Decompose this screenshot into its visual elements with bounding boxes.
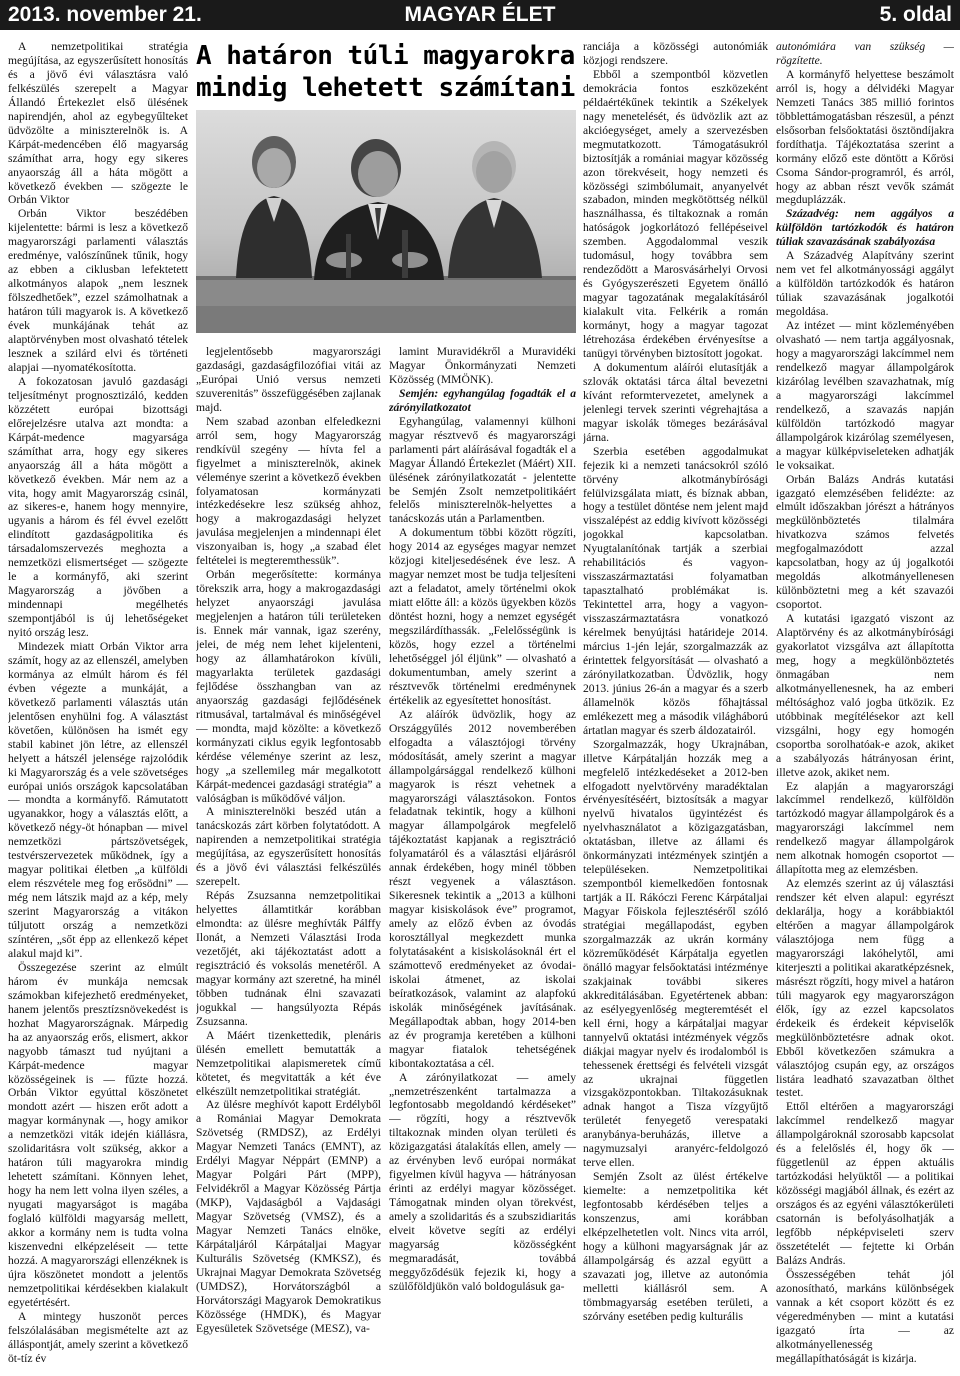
paragraph: Mindezek miatt Orbán Viktor arra számít, hogy az az ellenszél, amelyben kormánya az elmúlt három és fél évben végezte a munkáját, a következő parlamenti választás után jelentősen enyhülni fog. A választást követően, különösen ha ismét egy stabil kabinet jön létre, az ellenszél helyett a hátszél jelensége rajzolódik ki Magyarország és a vele szövetséges európai uniós országok kapcsolatában — mondta a kormányfő. Rámutatott ugyanakkor, hogy a választás előtt, a következő négy-öt hónapban — mivel nemzetközi pártszövetségek, testvérszervezetek működnek, így a magyar politikai életben „a külföldi elem részvétele meg fog erősödni” — még nem látszik majd az a kép, mely szerint Magyarország a vitákon túljutott ország a nemzetközi színtéren, „sőt épp az ellenkező képet alakul majd ki”. <box>8 639 188 960</box>
newspaper-name: MAGYAR ÉLET <box>404 3 556 26</box>
paragraph: A miniszterelnöki beszéd után a tanácskozás zárt körben folytatódott. A napirenden a nemzetpolitikai stratégia megújítása, az egyszerűsített honosítás és a jövő évi választási felkészülés szerepelt. <box>196 805 381 889</box>
article-column-4 <box>583 40 768 1370</box>
page-header <box>0 0 960 30</box>
subheading: Semjén: egyhangúlag fogadták el a zárónyilatkozatot <box>389 386 576 414</box>
article-column-2 <box>196 345 381 1370</box>
paragraph: A dokumentum aláírói elutasítják a szlovák oktatási tárca által bevezetni kívánt reformtervezetet, amelynek a jelenlegi tervek szerinti végrehajtása a magyar iskolák tömeges bezárásával járna. <box>583 360 768 444</box>
paragraph: A Máért tizenkettedik, plenáris ülésén emellett bemutatták a Nemzetpolitikai alapismeretek című kötetet, és megvitatták a két éve elkészült nemzetpolitikai stratégiát. <box>196 1028 381 1098</box>
article-column-5 <box>776 40 954 1370</box>
paragraph: Ettől eltérően a magyarországi lakcímmel rendelkező magyar állampolgároknál szorosabb kapcsolat és a felelőslés él, hogy ők — függetlenül az éppen aktuális tartózkodási helyüktől — a politikai közösségi magjából állnak, és ezért az országos és az egyéni választókerületi csatornán is befolyásolhatják a legfőbb népképviseleti szerv összetételét — fejtette ki Orbán Balázs András. <box>776 1100 954 1267</box>
paragraph: Az aláírók üdvözlik, hogy az Országgyűlés 2012 novemberében elfogadta a választójogi törvény módosítását, amely szerint a magyar állampolgársággal rendelkező külhoni magyarok is részt vehetnek a magyarországi választásokon. Fontos feladatnak tekintik, hogy a külhoni magyar állampolgárok megfelelő tájékoztatást kapjanak a regisztráció folyamatáról és a választási eljárásról annak érdekében, hogy minél többen részt vegyenek a választáson. Sikeresnek tekintik a „2013 a külhoni magyar kisiskolások éve” programot, amely az előző évben az óvodás korosztállyal megkezdett munka folytatásaként a kisiskolásoknál ért el számottevő eredményeket az óvodai-iskolai átmenet, az iskolai beíratkozások, valamint az alapfokú iskolák minőségének javításának. Megállapodtak abban, hogy 2014-ben az év programja keretében a külhoni magyar fiatalok tehetségének kibontakoztatása a cél. <box>389 707 576 1070</box>
paragraph: Orbán megerősítette: kormánya törekszik arra, hogy a makrogazdasági helyzet anyaországi javulása megjelenjen a határon túli területeken is. Ennek már vannak, igaz szerény, jelei, de még nem lehet kijelenteni, hogy az államhatárokon kívüli, magyarlakta területek gazdasági fejlődése összhangban van az anyaország gazdasági fejlődésének ritmusával, tartalmával és minőségével — mondta, majd közölte: a következő kormányzati ciklus egyik legfontosabb kérdése véleménye szerint az lesz, hogy „a szellemileg már megalkotott Kárpát-medencei gazdasági stratégia” a valóságban is működővé váljon. <box>196 568 381 805</box>
paragraph: Répás Zsuzsanna nemzetpolitikai helyettes államtitkár korábban elmondta: az ülésre meghívták Pálffy Ilonát, a Nemzeti Választási Iroda vezetőjét, aki tájékoztatást adott a regisztráció és voksolás menetéről. A magyar kormány azt szeretné, ha minél többen tudnának élni szavazati jogukkal — hangsúlyozta Répás Zsuzsanna. <box>196 889 381 1028</box>
subheading: Századvég: nem aggályos a külföldön tartózkodók és határon túliak szavazásának szabályozása <box>776 207 954 249</box>
paragraph: Összességében tehát jól azonosítható, markáns különbségek vannak a két csoport között és ez végeredményben — mint a kutatási igazgató írta — az alkotmányellenesség megállapíthatóságát is kizárja. <box>776 1267 954 1365</box>
three-officials-at-press-table-photo <box>196 110 576 333</box>
paragraph: A dokumentum többi között rögzíti, hogy 2014 az egységes magyar nemzet közjogi kiteljesedésének éve lesz. A magyar nemzet most be tudja teljesíteni azt a feladatot, amely történelmi okok miatt előtte áll: a közös ügyekben közös döntést hozni, hogy a nemzet egységét megszilárdíthassák. „Felelősségünk is közös, hogy ezzel a történelmi lehetőséggel jól éljünk” — olvasható a dokumentumban, amely szerint a résztvevők történelmi eredménynek értékelik az egyesítettet honosítást. <box>389 526 576 707</box>
paragraph: A mintegy huszonöt perces felszólalásában megismételte azt az álláspontját, amely szerint a következő öt-tíz év <box>8 1309 188 1365</box>
paragraph: lamint Muravidékről a Muravidéki Magyar Önkormányzati Nemzeti Közösség (MMÖNK). <box>389 345 576 386</box>
paragraph: A zárónyilatkozat — amely „nemzetrészenként tartalmazza a legfontosabb megoldandó kérdéseket” — rögzíti, hogy a résztvevők tiltakoznak minden olyan területi és közigazgatási átalakítás ellen, amely — az érvényben levő európai normákat figyelmen kívül hagyva — hátrányosan érinti az erdélyi magyar közösséget. Támogatnak minden olyan törekvést, amely a szolidaritás és a szubszidiaritás elveit követve segíti az erdélyi magyarság közösségként megmaradását, továbbá meggyőződésük fejezik ki, hogy a szülőföldjükön való boldogulásuk ga- <box>389 1070 576 1293</box>
headline-line-2: mindig lehetett számítani <box>196 73 575 103</box>
article-headline <box>196 40 576 104</box>
headline-line-1: A határon túli magyarokra <box>196 41 575 71</box>
paragraph: Nem szabad azonban elfeledkezni arról sem, hogy Magyarország rendkívül szegény — hívta fel a figyelmet a miniszterelnök, akinek véleménye szerint a következő években folyamatosan kormányzati intézkedésekre lesz szükség ahhoz, hogy a makrogazdasági helyzet javulása megjelenjen a mindennapi élet viszonyaiban is, hogy „a szabad élet feltételei is megteremthessük”. <box>196 414 381 568</box>
paragraph: A kormányfő helyettese beszámolt arról is, hogy a délvidéki Magyar Nemzeti Tanács 385 millió forintos többlettámogatásban részesül, a pénzt elsősorban felsőoktatási ösztöndíjakra fordíthatja. Tájékoztatása szerint a kormány előző este döntött a Kőrösi Csoma Sándor-programról, és arról, hogy az abban részt vevők számát megduplázzák. <box>776 67 954 207</box>
paragraph: Összegezése szerint az elmúlt három év munkája nemcsak számokban kifejezhető eredményeket, hanem jelentős presztízsnövekedést is hozhat Magyarországnak. Márpedig ha az anyaország erős, elismert, akkor nagyobb támaszt tud nyújtani a Kárpát-medence magyar közösségeinek is — fűzte hozzá. Orbán Viktor egyúttal köszönetet mondott azért — hiszen erőt adott a magyar kormánynak —, hogy amikor a nemzetközi viták idején kiállásra, szolidaritásra volt szükség, akkor a határon túli magyarokra mindig lehetett számítani. Könnyen lehet, hogy ha nem lett volna ilyen széles, a nyugati magyarságot is magába foglaló külföldi magyarság mellett, akkor a kormány nem is tudta volna kiszenvedni elképzeléseit — tette hozzá. A magyarországi ellenzéknek is újra köszönetet mondott a jelentős nemzetpolitikai kérdésekben kialakult egyetértésért. <box>8 960 188 1309</box>
paragraph: Szorgalmazzák, hogy Ukrajnában, illetve Kárpátalján hozzák meg a megfelelő intézkedéseket a 2012-ben elfogadott nyelvtörvény maradéktalan érvényesítéséért, biztosítsák a magyar nyelvű hivatalos ügyintézést és nyelvhasználatot a közigazgatásban, oktatásban, illetve az állami és önkormányzati intézmények szintjén a településeken. Nemzetpolitikai szempontból kiemelkedően fontosnak tartják a II. Rákóczi Ferenc Kárpátaljai Magyar Főiskola fejlesztéséről szóló stratégiai megállapodást, egyben szorgalmazzák az ukrán kormány közreműködését Kárpátalja egyetlen önálló magyar felsőoktatási intézménye szakjainak további sikeres akkreditálásában. Egyetértenek abban: az esélyegyenlőség megteremtését el kell érni, hogy a kárpátaljai magyar tannyelvű oktatási intézmények végzős diákjai magyar nyelv és irodalomból is tehessenek érettségi és felvételi vizsgát az ukrajnai független vizsgaközpontokban. Tiltakozásuknak adnak hangot a Tisza vízgyűjtő területét fenyegető verespataki aranybánya-beruházás, illetve a nagymuzsalyi aranyérc-feldolgozó terve ellen. <box>583 737 768 1170</box>
paragraph: Ebből a szempontból közvetlen demokrácia fontos eszközeként példaértékűnek tekintik a Székelyek nagy menetelését, és üdvözlik azt az akcióegységet, amely a szervezésben megmutatkozott. Támogatásukról biztosítják a romániai magyar közösség azon törekvéseit, hogy nemzeti és közösségi szimbólumait, anyanyelvét szabadon, minden megkötöttség nélkül használhassa, és tiltakoznak a román hatóságok jogkorlátozó fellépéseivel szemben. Aggodalommal veszik tudomásul, hogy továbbra sem rendeződött a Marosvásárhelyi Orvosi és Gyógyszerészeti Egyetem önálló magyar tagozatának megalakításáról kialakult vita. Felkérik a román kormányt, hogy a magyar tagozat létrehozása érdekében érvényesítse a tanügyi törvényben biztosított jogokat. <box>583 67 768 360</box>
paragraph: legjelentősebb magyarországi gazdasági, gazdaságfilozófiai vitái az „Európai Unió versus nemzeti szuverenitás” összefüggésében zajlanak majd. <box>196 345 381 414</box>
article-column-1 <box>8 40 188 1370</box>
paragraph: A fokozatosan javuló gazdasági teljesítményt prognosztizáló, kedden közzétett európai bizottsági előrejelzésre utalva azt mondta: a Kárpát-medence magyarsága számíthat arra, hogy egy sikeres anyaország áll a háta mögött a következő években. Már nem az a vita, hogy amit Magyarország csinál, az sikeres-e, hanem hogy mennyire, ugyanis a három és fél évvel ezelőtt elindított gazdaságpolitika és társadalomszervezés meghozta a nemzetközi elismertséget — szögezte le a kormányfő, aki szerint Magyarország a jövőben a mindennapi megélhetés szempontjából is új lehetőségeket nyitó ország lesz. <box>8 374 188 640</box>
paragraph: Egyhangúlag, valamennyi külhoni magyar résztvevő és magyarországi parlamenti párt aláírásával fogadták el a Magyar Állandó Értekezlet (Máért) XII. ülésének zárónyilatkozatát - jelentette be Semjén Zsolt nemzetpolitikáért felelős miniszterelnök-helyettes a tanácskozás után a Parlamentben. <box>389 414 576 526</box>
paragraph: Orbán Viktor beszédében kijelentette: bármi is lesz a következő magyarországi parlamenti választás eredménye, valószínűnek tűnik, hogy az ebben a ciklusban lefektetett alkotmányos alapok „nem lesznek fölszedhetőek”, ezzel számolhatnak a határon túli magyarok is. A következő évek munkájának tehát az alaptörvényben most olvasható tételek lesznek a szilárd elvi és történeti alapjai —nyomatékosította. <box>8 207 188 374</box>
page-number: 5. oldal <box>879 3 952 26</box>
issue-date: 2013. november 21. <box>8 3 202 26</box>
article-column-3 <box>389 345 576 1370</box>
paragraph: Az intézet — mint közleményében olvasható — nem tartja aggályosnak, hogy a magyarországi lakcímmel nem rendelkező magyar állampolgárok kizárólag levélben szavazhatnak, míg a magyarországi lakcímmel rendelkező, a szavazás napján külföldön tartózkodó magyar állampolgárok kizárólag személyesen, a magyar külképviseleteken adhatják le voksaikat. <box>776 319 954 472</box>
paragraph: Szerbia esetében aggodalmukat fejezik ki a nemzeti tanácsokról szóló törvény alkotmánybírósági felülvizsgálata miatt, és bíznak abban, hogy a testület döntése nem jelent majd visszalépést az eddig kivívott közösségi jogokkal kapcsolatban. Nyugtalanítónak tartják a szerbiai rehabilitációs és vagyon-visszaszármaztatási folyamatban tapasztalható problémákat is. Tekintettel arra, hogy a vagyon-visszaszármaztatásra vonatkozó kérelmek benyújtási határideje 2014. március 1-jén lejár, szorgalmazzák az érintettek felgyorsítását — olvasható a zárónyilatkozatban. Üdvözlik, hogy 2013. június 26-án a magyar és a szerb államelnök közös főhajtással emlékezett meg a második világháború ártatlan magyar és szerb áldozatairól. <box>583 444 768 737</box>
paragraph: A kutatási igazgató viszont az Alaptörvény és az alkotmánybírósági gyakorlatot vizsgálva azt állapította meg, hogy a megkülönböztetés önmagában nem alkotmányellenesnek, ha az emberi méltósághoz való jogba ütközik. Ez utóbbinak megítélésekor azt kell vizsgálni, hogy egy homogén csoportba sorolhatóak-e azok, akiket a szabályozás hátrányosan érint, illetve azok, akiket nem. <box>776 612 954 779</box>
paragraph: A Századvég Alapítvány szerint nem vet fel alkotmányossági aggályt a külföldön tartózkodók és határon túliak szavazásának jogalkotói megoldása. <box>776 249 954 319</box>
paragraph: Semjén Zsolt az ülést értékelve kiemelte: a nemzetpolitika két legfontosabb kérdésében teljes a konszenzus, ami korábban elképzelhetetlen volt. Nincs vita arról, hogy a külhoni magyarságnak jár az állampolgárság és azzal együtt a szavazati jog, illetve az autonómia melletti kiállásról sem. A tömbmagyarság esetében területi, a szórvány esetében pedig kulturális <box>583 1170 768 1323</box>
article-photo <box>196 110 576 333</box>
paragraph: ranciája a közösségi autonómiák közjogi rendszere. <box>583 40 768 67</box>
paragraph: Ez alapján a magyarországi lakcímmel rendelkező, külföldön tartózkodó magyar állampolgárok és a magyarországi lakcímmel nem rendelkező magyar állampolgárok nem alkotnak homogén csoportot — állapította meg az elemzésben. <box>776 779 954 877</box>
paragraph: Orbán Balázs András kutatási igazgató elemzésében felidézte: az elmúlt időszakban jórészt a hátrányos megkülönböztetés tilalmára hivatkozva számos felvetés megfogalmazódott azzal kapcsolatban, hogy az új jogalkotói megoldás alkotmányellenesen különböztetni meg a két szavazói csoportot. <box>776 472 954 612</box>
paragraph: Az elemzés szerint az új választási rendszer két elven alapul: egyrészt deklarálja, hogy a korábbiaktól eltérően a magyar állampolgárok választójoga nem függ a magyarországi lakóhelytől, ami kiterjeszti a politikai akaratképzésnek, másrészt rögzíti, hogy mivel a határon túli magyarok egy magyarországon élők, így az ezzel kapcsolatos érdekeik és érdekeit képviselők megkülönböztetésre adnak okot. Ebből következően számukra a választójog csupán egy, az országos listára leadható szavazatban ölthet testet. <box>776 877 954 1100</box>
paragraph: autonómiára van szükség — rögzítette. <box>776 40 954 67</box>
paragraph: A nemzetpolitikai stratégia megújítása, az egyszerűsített honosítás és a jövő évi választásra való felkészülés szerepelt a Magyar Állandó Értekezlet első ülésének napirendjén, ahol az egybegyűlteket üdvözölte a miniszterelnök is. A Kárpát-medencében élő magyarság számíthat arra, hogy egy sikeres anyaország áll a háta mögött a következő években — szögezte le Orbán Viktor <box>8 40 188 207</box>
paragraph: Az ülésre meghívót kapott Erdélyből a Romániai Magyar Demokrata Szövetség (RMDSZ), az Erdélyi Magyar Nemzeti Tanács (EMNT), az Erdélyi Magyar Néppárt (EMNP) a Magyar Polgári Párt (MPP), Felvidékről a Magyar Közösség Pártja (MKP), Vajdaságból a Vajdasági Magyar Szövetség (VMSZ), és a Magyar Nemzeti Tanács elnöke, Kárpátaljáról Kárpátaljai Magyar Kulturális Szövetség (KMKSZ), és Ukrajnai Magyar Demokrata Szövetség (UMDSZ), Horvátországból a Horvátországi Magyarok Demokratikus Közössége (HMDK), és Magyar Egyesületek Szövetsége (MESZ), va- <box>196 1098 381 1335</box>
